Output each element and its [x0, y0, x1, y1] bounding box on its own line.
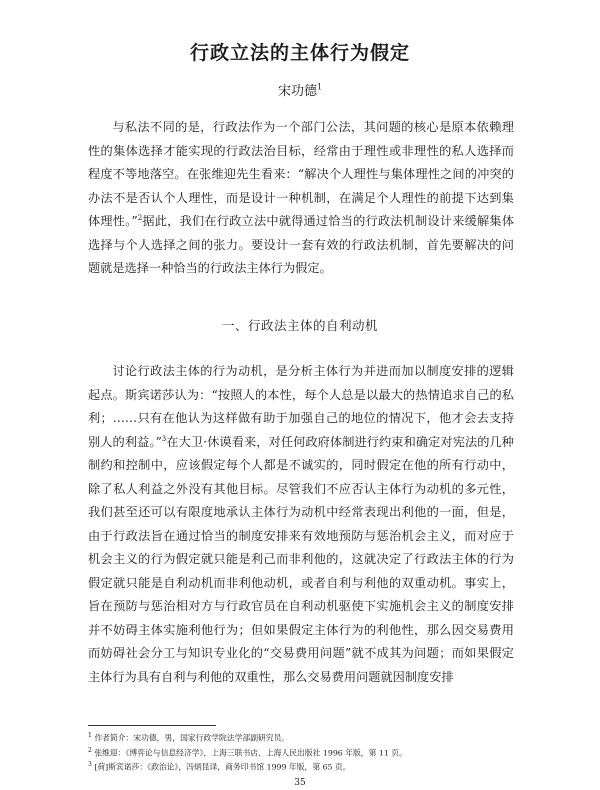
author-text: 宋功德 — [277, 84, 317, 99]
footnote-divider — [88, 725, 216, 726]
footnotes — [88, 730, 518, 774]
author-footnote-mark: 1 — [316, 82, 323, 92]
footnote-mark: 2 — [88, 746, 92, 754]
intro-paragraph — [88, 116, 514, 281]
body-paragraph — [88, 360, 514, 689]
body-paragraph-text-2: 在大卫·休谟看来，对任何政府体制进行约束和确定对宪法的几种制约和控制中，应该假定每个人都是不诚实的，同时假定在他的所有行动中，除了私人利益之外没有其他目标。尽管我们不应否认主体行为动机的多元性，我们甚至还可以有限度地承认主体行为动机中经常表现出利他的一面，但是，由于行政法旨在通过恰当的制度安排来有效地预防与惩治机会主义，而对应于机会主义的行为假定就只能是利己而非利他的，这就决定了行政法主体的行为假定就只能是自利动机而非利他动机，或者自利与利他的双重动机。事实上，旨在预防与惩治相对方与行政官员在自利动机驱使下实施机会主义的制度安排并不妨碍主体实施利他行为；但如果假定主体行为的利他性，那么因交易费用而妨碍社会分工与知识专业化的“交易费用问题”就不成其为问题；而如果假定主体行为具有自利与利他的双重性，那么交易费用问题就因制度安排 — [88, 434, 514, 684]
body-paragraph-text-1: 讨论行政法主体的行为动机，是分析主体行为并进而加以制度安排的逻辑起点。斯宾诺莎认为：“按照人的本性，每个人总是以最大的热情追求自己的私利；……只有在他认为这样做有助于加强自己的地位的情况下，他才会去支持别人的利益。” — [88, 364, 514, 449]
footnote-item — [88, 759, 518, 774]
article-title: 行政立法的主体行为假定 — [189, 42, 410, 64]
page-number: 35 — [294, 778, 306, 788]
author-name — [0, 80, 600, 99]
intro-paragraph-text: 与私法不同的是，行政法作为一个部门公法，其问题的核心是原本依赖理性的集体选择才能实现的行政法治目标，经常由于理性或非理性的私人选择而程度不等地落空。在张维迎先生看来：“解决个人理性与集体理性之间的冲突的办法不是否认个人理性，而是设计一种机制，在满足个人理性的前提下达到集体理性。”$^2$据此，我们在行政立法中就得通过恰当的行政法机制设计来缓解集体选择与个人选择之间的张力。要设计一套有效的行政法机制，首先要解决的问题就是选择一种恰当的行政法主体行为假定。 — [88, 120, 515, 275]
footnote-mark: 1 — [88, 732, 92, 739]
section-heading: 一、行政法主体的自利动机 — [221, 318, 378, 333]
footnote-text: 作者简介：宋功德，男，国家行政学院法学部副研究员。 — [94, 733, 290, 743]
footnote-text: [荷]斯宾诺莎：《政治论》，冯炳昆译，商务印书馆 1999 年版，第 65 页。 — [94, 762, 351, 772]
footnote-item — [88, 730, 518, 745]
footnote-text: 张维迎：《博弈论与信息经济学》，上海三联书店、上海人民出版社 1996 年版，第 11 页。 — [94, 748, 407, 758]
body-footnote-mark: 3 — [161, 434, 167, 443]
intro-footnote-mark: 2 — [137, 213, 143, 222]
footnote-mark: 3 — [88, 761, 92, 769]
footnote-item — [88, 745, 518, 760]
